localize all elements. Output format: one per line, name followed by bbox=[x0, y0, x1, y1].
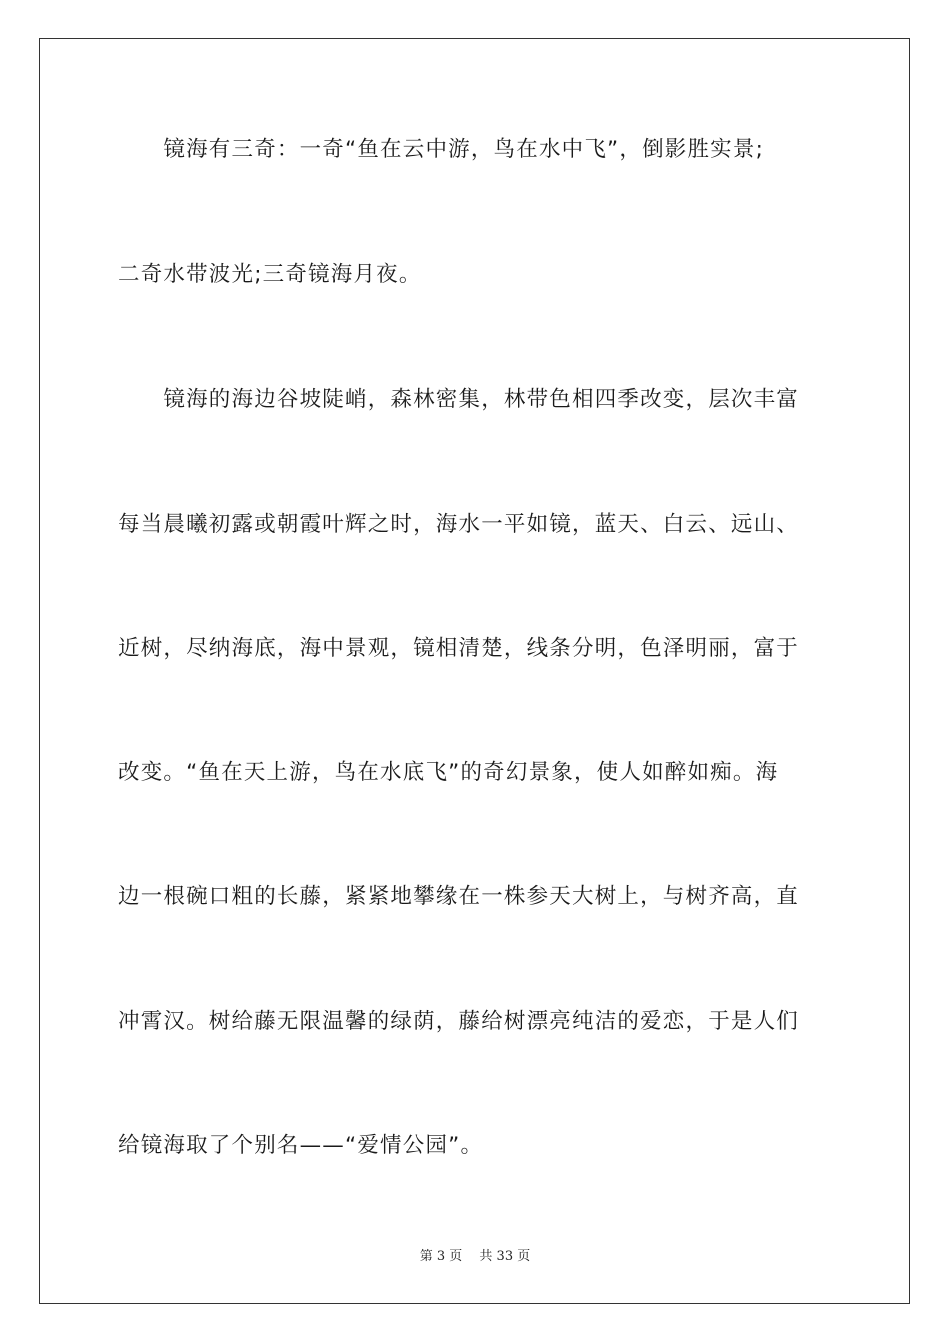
text-line-7: 边一根碗口粗的长藤，紧紧地攀缘在一株参天大树上，与树齐高，直 bbox=[118, 884, 800, 909]
page-border bbox=[39, 38, 910, 1304]
text-line-9: 给镜海取了个别名——“爱情公园”。 bbox=[118, 1133, 484, 1158]
text-line-3: 镜海的海边谷坡陡峭，森林密集，林带色相四季改变，层次丰富 bbox=[118, 387, 800, 412]
text-line-1: 镜海有三奇：一奇“鱼在云中游，鸟在水中飞”，倒影胜实景; bbox=[118, 137, 765, 162]
page-number: 第 3 页 共 33 页 bbox=[419, 1249, 531, 1264]
text-line-5: 近树，尽纳海底，海中景观，镜相清楚，线条分明，色泽明丽，富于 bbox=[118, 636, 800, 661]
text-line-4: 每当晨曦初露或朝霞叶辉之时，海水一平如镜，蓝天、白云、远山、 bbox=[118, 512, 800, 537]
text-line-8: 冲霄汉。树给藤无限温馨的绿荫，藤给树漂亮纯洁的爱恋，于是人们 bbox=[118, 1009, 800, 1034]
text-line-2: 二奇水带波光;三奇镜海月夜。 bbox=[118, 262, 422, 287]
text-line-6: 改变。“鱼在天上游，鸟在水底飞”的奇幻景象，使人如醉如痴。海 bbox=[118, 760, 779, 785]
